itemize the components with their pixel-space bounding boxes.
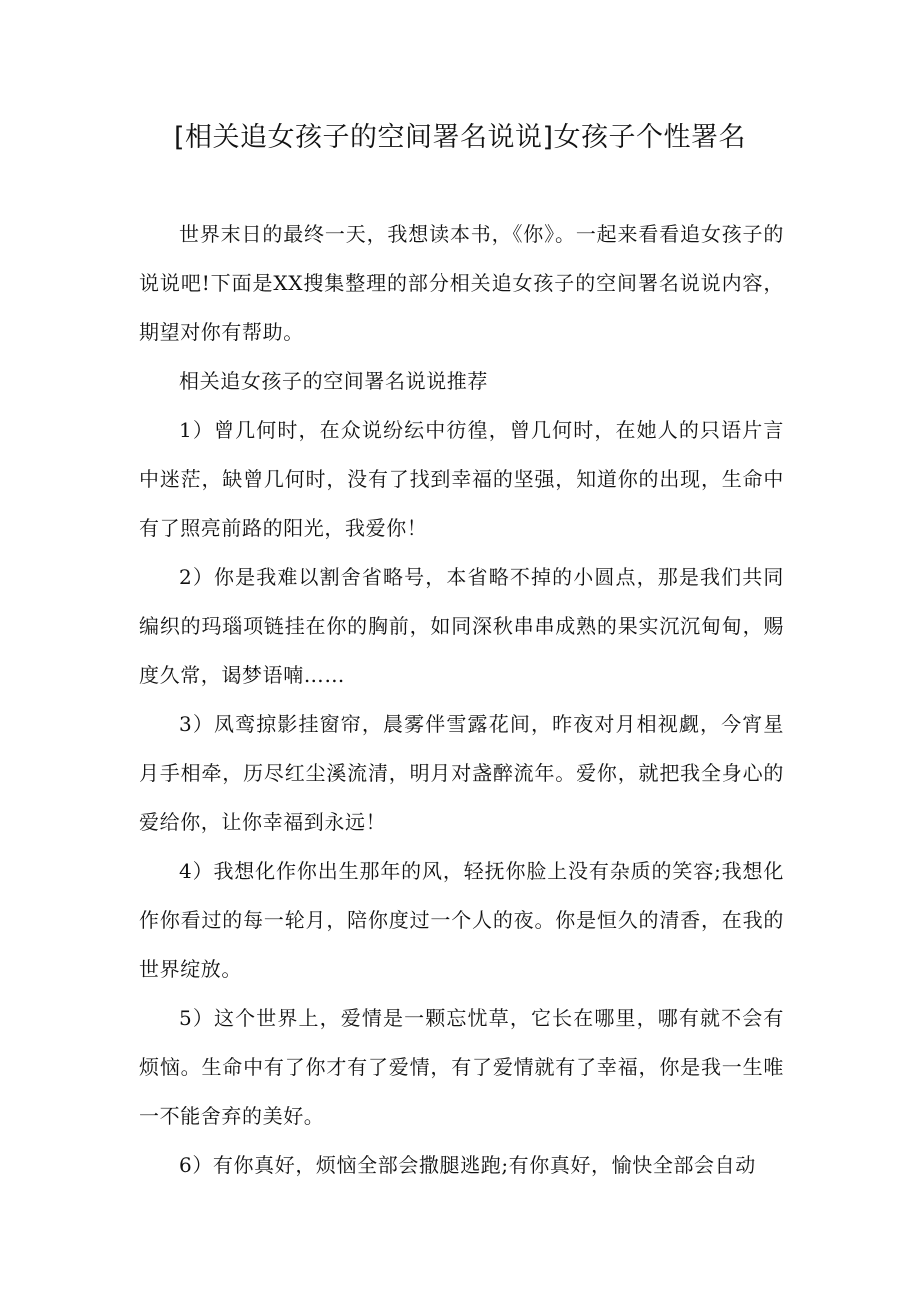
article-body	[139, 210, 784, 1190]
intro-paragraph: 世界末日的最终一天，我想读本书，《你》。一起来看看追女孩子的说说吧!下面是XX搜集整理的部分相关追女孩子的空间署名说说内容，期望对你有帮助。	[139, 222, 784, 344]
page-title: [相关追女孩子的空间署名说说]女孩子个性署名	[173, 122, 747, 153]
list-item: 1）曾几何时，在众说纷纭中彷徨，曾几何时，在她人的只语片言中迷茫，缺曾几何时，没有了找到幸福的坚强，知道你的出现，生命中有了照亮前路的阳光，我爱你！	[139, 418, 784, 540]
list-item: 4）我想化作你出生那年的风，轻抚你脸上没有杂质的笑容;我想化作你看过的每一轮月，陪你度过一个人的夜。你是恒久的清香，在我的世界绽放。	[139, 859, 784, 981]
list-item: 5）这个世界上，爱情是一颗忘忧草，它长在哪里，哪有就不会有烦恼。生命中有了你才有了爱情，有了爱情就有了幸福，你是我一生唯一不能舍弃的美好。	[139, 1006, 784, 1128]
section-heading: 相关追女孩子的空间署名说说推荐	[179, 369, 488, 393]
list-item: 6）有你真好，烦恼全部会撒腿逃跑;有你真好，愉快全部会自动	[179, 1153, 756, 1177]
list-item: 3）凤鸾掠影挂窗帘，晨雾伴雪露花间，昨夜对月相视觑，今宵星月手相牵，历尽红尘溪流清，明月对盏醉流年。爱你，就把我全身心的爱给你，让你幸福到永远！	[139, 712, 784, 834]
list-item: 2）你是我难以割舍省略号，本省略不掉的小圆点，那是我们共同编织的玛瑙项链挂在你的胸前，如同深秋串串成熟的果实沉沉甸甸，赐度久常，谒梦语喃……	[139, 565, 784, 687]
